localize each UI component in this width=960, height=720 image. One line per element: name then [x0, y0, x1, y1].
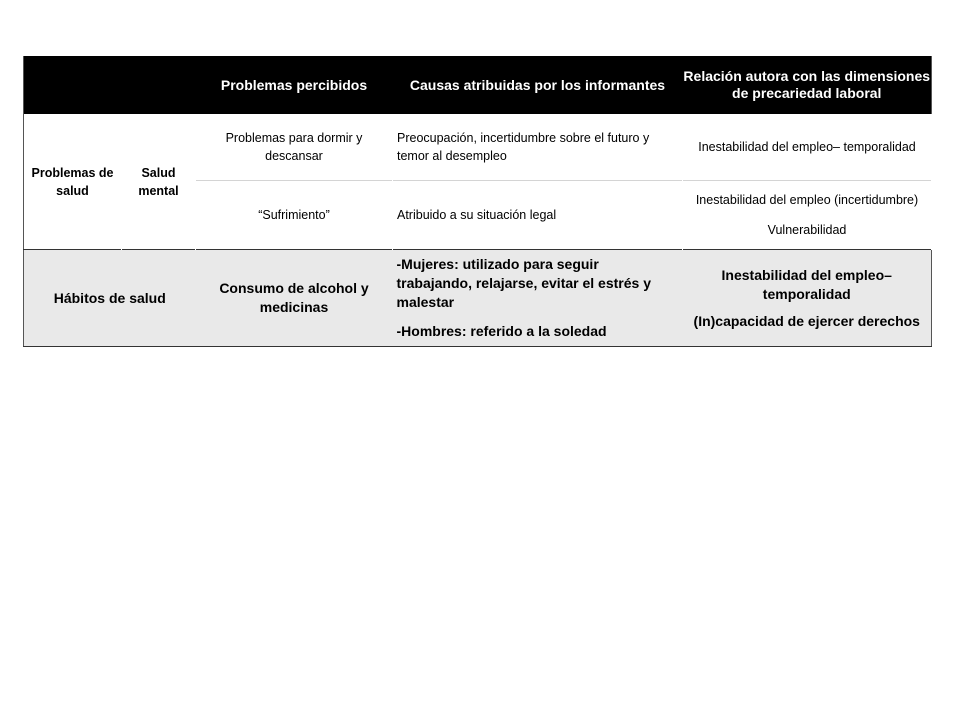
table-row [24, 250, 932, 347]
group-label-habitos-salud: Hábitos de salud [24, 250, 196, 347]
problem-cell: Consumo de alcohol y medicinas [196, 250, 393, 347]
cause-line: -Mujeres: utilizado para seguir trabajando, relajarse, evitar el estrés y malestar [396, 256, 651, 310]
problem-cell: “Sufrimiento” [196, 181, 393, 250]
group-label-problemas-salud: Problemas de salud [24, 114, 122, 250]
relation-cell: Inestabilidad del empleo– temporalidad [683, 114, 932, 181]
cause-cell: Atribuido a su situación legal [393, 181, 683, 250]
relation-cell [683, 250, 932, 347]
relation-line: (In)capacidad de ejercer derechos [693, 312, 920, 329]
header-problemas-percibidos: Problemas percibidos [196, 56, 393, 114]
relation-line: Inestabilidad del empleo (incertidumbre) [695, 193, 919, 207]
cause-cell [393, 250, 683, 347]
group-sublabel-salud-mental: Salud mental [122, 114, 196, 250]
header-causas-atribuidas: Causas atribuidas por los informantes [393, 56, 683, 114]
header-empty-1 [24, 56, 122, 114]
header-relacion-autora: Relación autora con las dimensiones de precariedad laboral [683, 56, 932, 114]
problem-cell: Problemas para dormir y descansar [196, 114, 393, 181]
cause-cell: Preocupación, incertidumbre sobre el futuro y temor al desempleo [393, 114, 683, 181]
relation-line: Vulnerabilidad [767, 223, 847, 237]
header-empty-2 [122, 56, 196, 114]
table-row [24, 114, 932, 181]
cause-line: -Hombres: referido a la soledad [396, 323, 607, 339]
precariedad-table [23, 56, 932, 347]
relation-cell [683, 181, 932, 250]
relation-line: Inestabilidad del empleo– temporalidad [721, 266, 892, 302]
table-header-row [24, 56, 932, 114]
